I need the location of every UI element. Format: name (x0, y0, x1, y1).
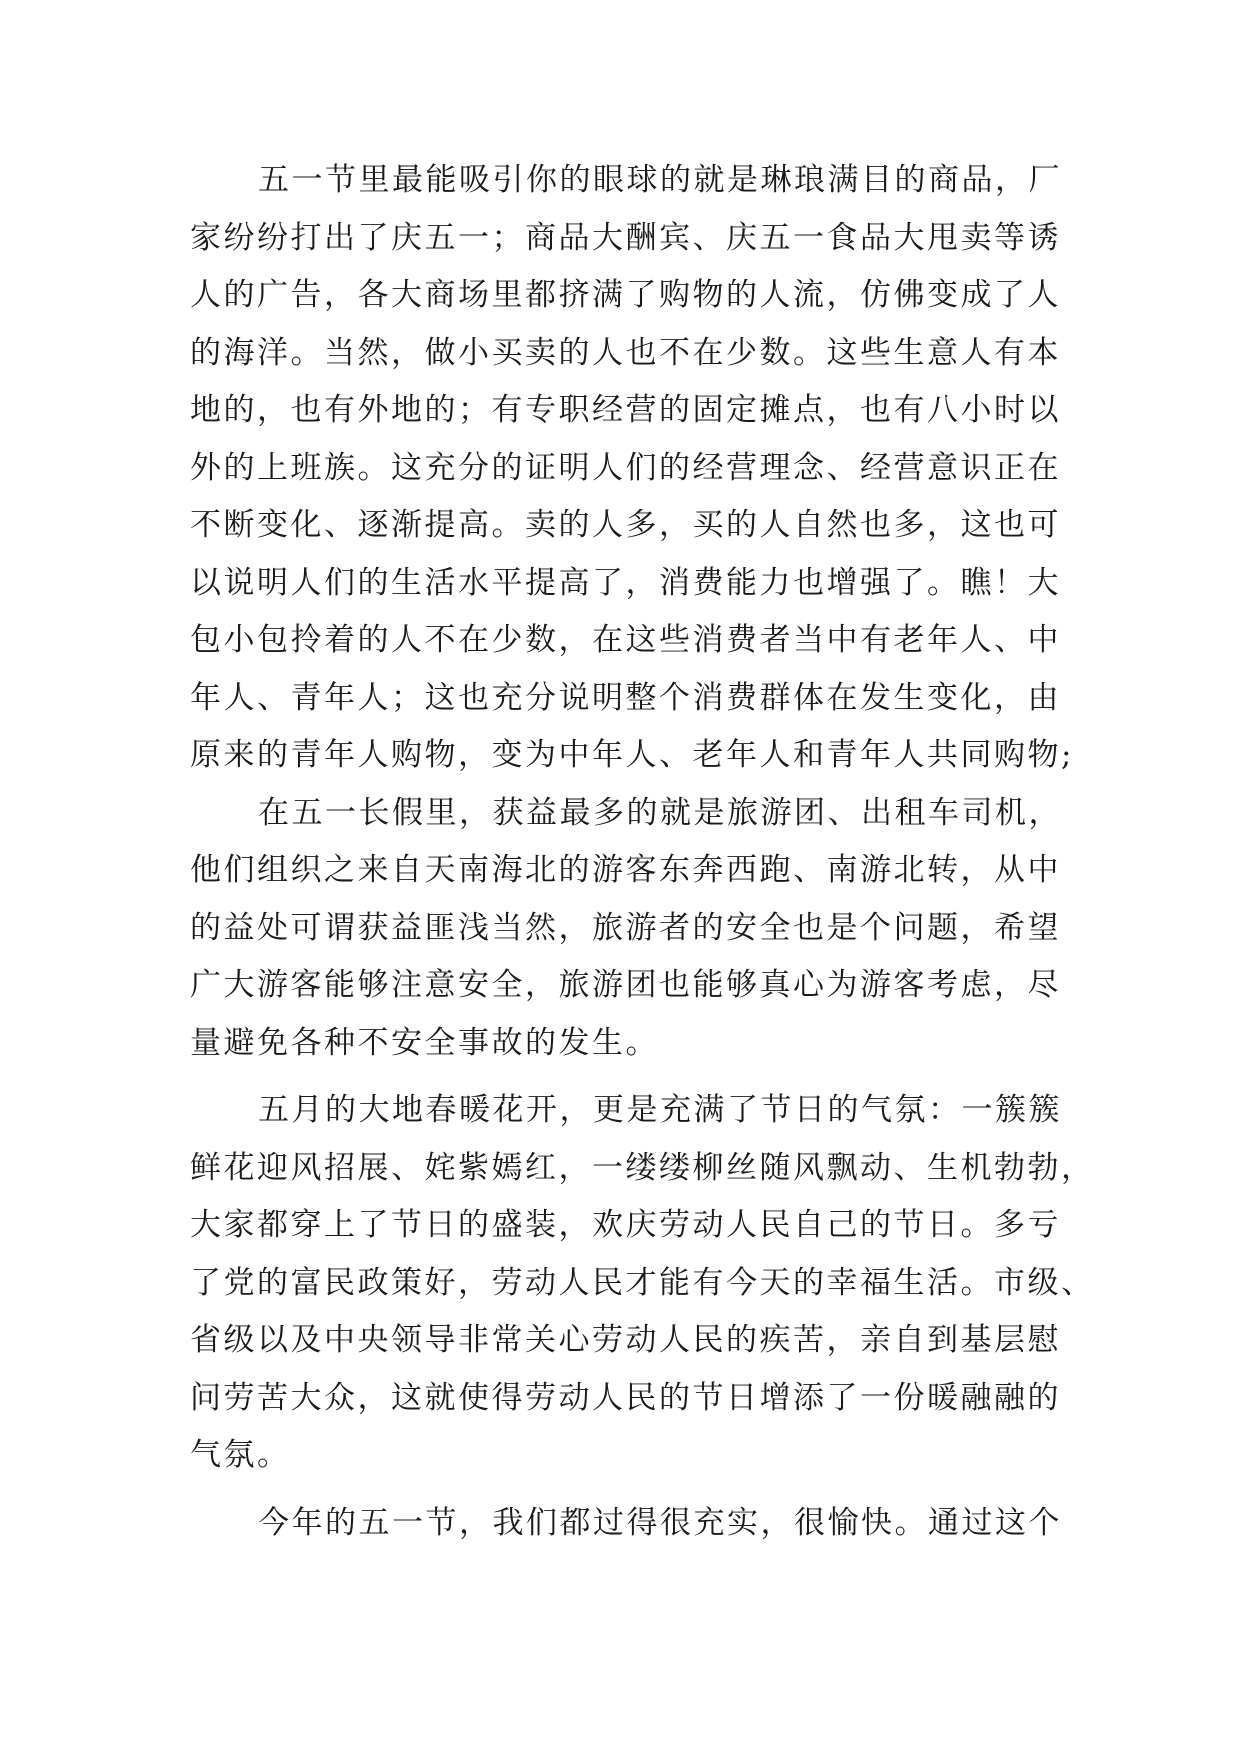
text-line: 包小包拎着的人不在少数，在这些消费者当中有老年人、中 (190, 622, 1061, 658)
text-line: 鲜花迎风招展、姹紫嫣红，一缕缕柳丝随风飘动、生机勃勃， (190, 1149, 1095, 1186)
text-line: 人的广告，各大商场里都挤满了购物的人流，仿佛变成了人 (190, 277, 1061, 313)
document-body (190, 152, 1095, 1552)
text-line: 地的，也有外地的；有专职经营的固定摊点，也有八小时以 (190, 392, 1061, 428)
text-line: 广大游客能够注意安全，旅游团也能够真心为游客考虑，尽 (190, 967, 1061, 1003)
text-line: 原来的青年人购物，变为中年人、老年人和青年人共同购物; (190, 737, 1074, 773)
text-line: 不断变化、逐渐提高。卖的人多，买的人自然也多，这也可 (190, 507, 1061, 543)
text-line: 气氛。 (190, 1437, 291, 1473)
text-line: 问劳苦大众，这就使得劳动人民的节日增添了一份暖融融的 (190, 1379, 1061, 1416)
text-line: 在五一长假里，获益最多的就是旅游团、出租车司机， (258, 794, 1062, 831)
paragraph-2 (190, 785, 1062, 1073)
paragraph-1 (190, 152, 1074, 785)
paragraph-4 (190, 1495, 1062, 1553)
text-line: 五一节里最能吸引你的眼球的就是琳琅满目的商品，厂 (258, 162, 1062, 198)
text-line: 今年的五一节，我们都过得很充实，很愉快。通过这个 (258, 1504, 1062, 1541)
text-line: 量避免各种不安全事故的发生。 (190, 1024, 659, 1061)
paragraph-3 (190, 1082, 1095, 1485)
text-line: 他们组织之来自天南海北的游客东奔西跑、南游北转，从中 (190, 852, 1061, 888)
text-line: 外的上班族。这充分的证明人们的经营理念、经营意识正在 (190, 449, 1061, 486)
text-line: 的海洋。当然，做小买卖的人也不在少数。这些生意人有本 (190, 334, 1061, 371)
text-line: 家纷纷打出了庆五一；商品大酬宾、庆五一食品大甩卖等诱 (190, 219, 1061, 256)
text-line: 省级以及中央领导非常关心劳动人民的疾苦，亲自到基层慰 (190, 1322, 1061, 1358)
text-line: 五月的大地春暖花开，更是充满了节日的气氛：一簇簇 (258, 1092, 1062, 1128)
text-line: 年人、青年人；这也充分说明整个消费群体在发生变化，由 (190, 679, 1061, 716)
text-line: 大家都穿上了节日的盛装，欢庆劳动人民自己的节日。多亏 (190, 1207, 1061, 1243)
text-line: 了党的富民政策好，劳动人民才能有今天的幸福生活。市级、 (190, 1264, 1095, 1301)
text-line: 的益处可谓获益匪浅当然，旅游者的安全也是个问题，希望 (190, 909, 1061, 946)
text-line: 以说明人们的生活水平提高了，消费能力也增强了。瞧！大 (190, 564, 1061, 601)
